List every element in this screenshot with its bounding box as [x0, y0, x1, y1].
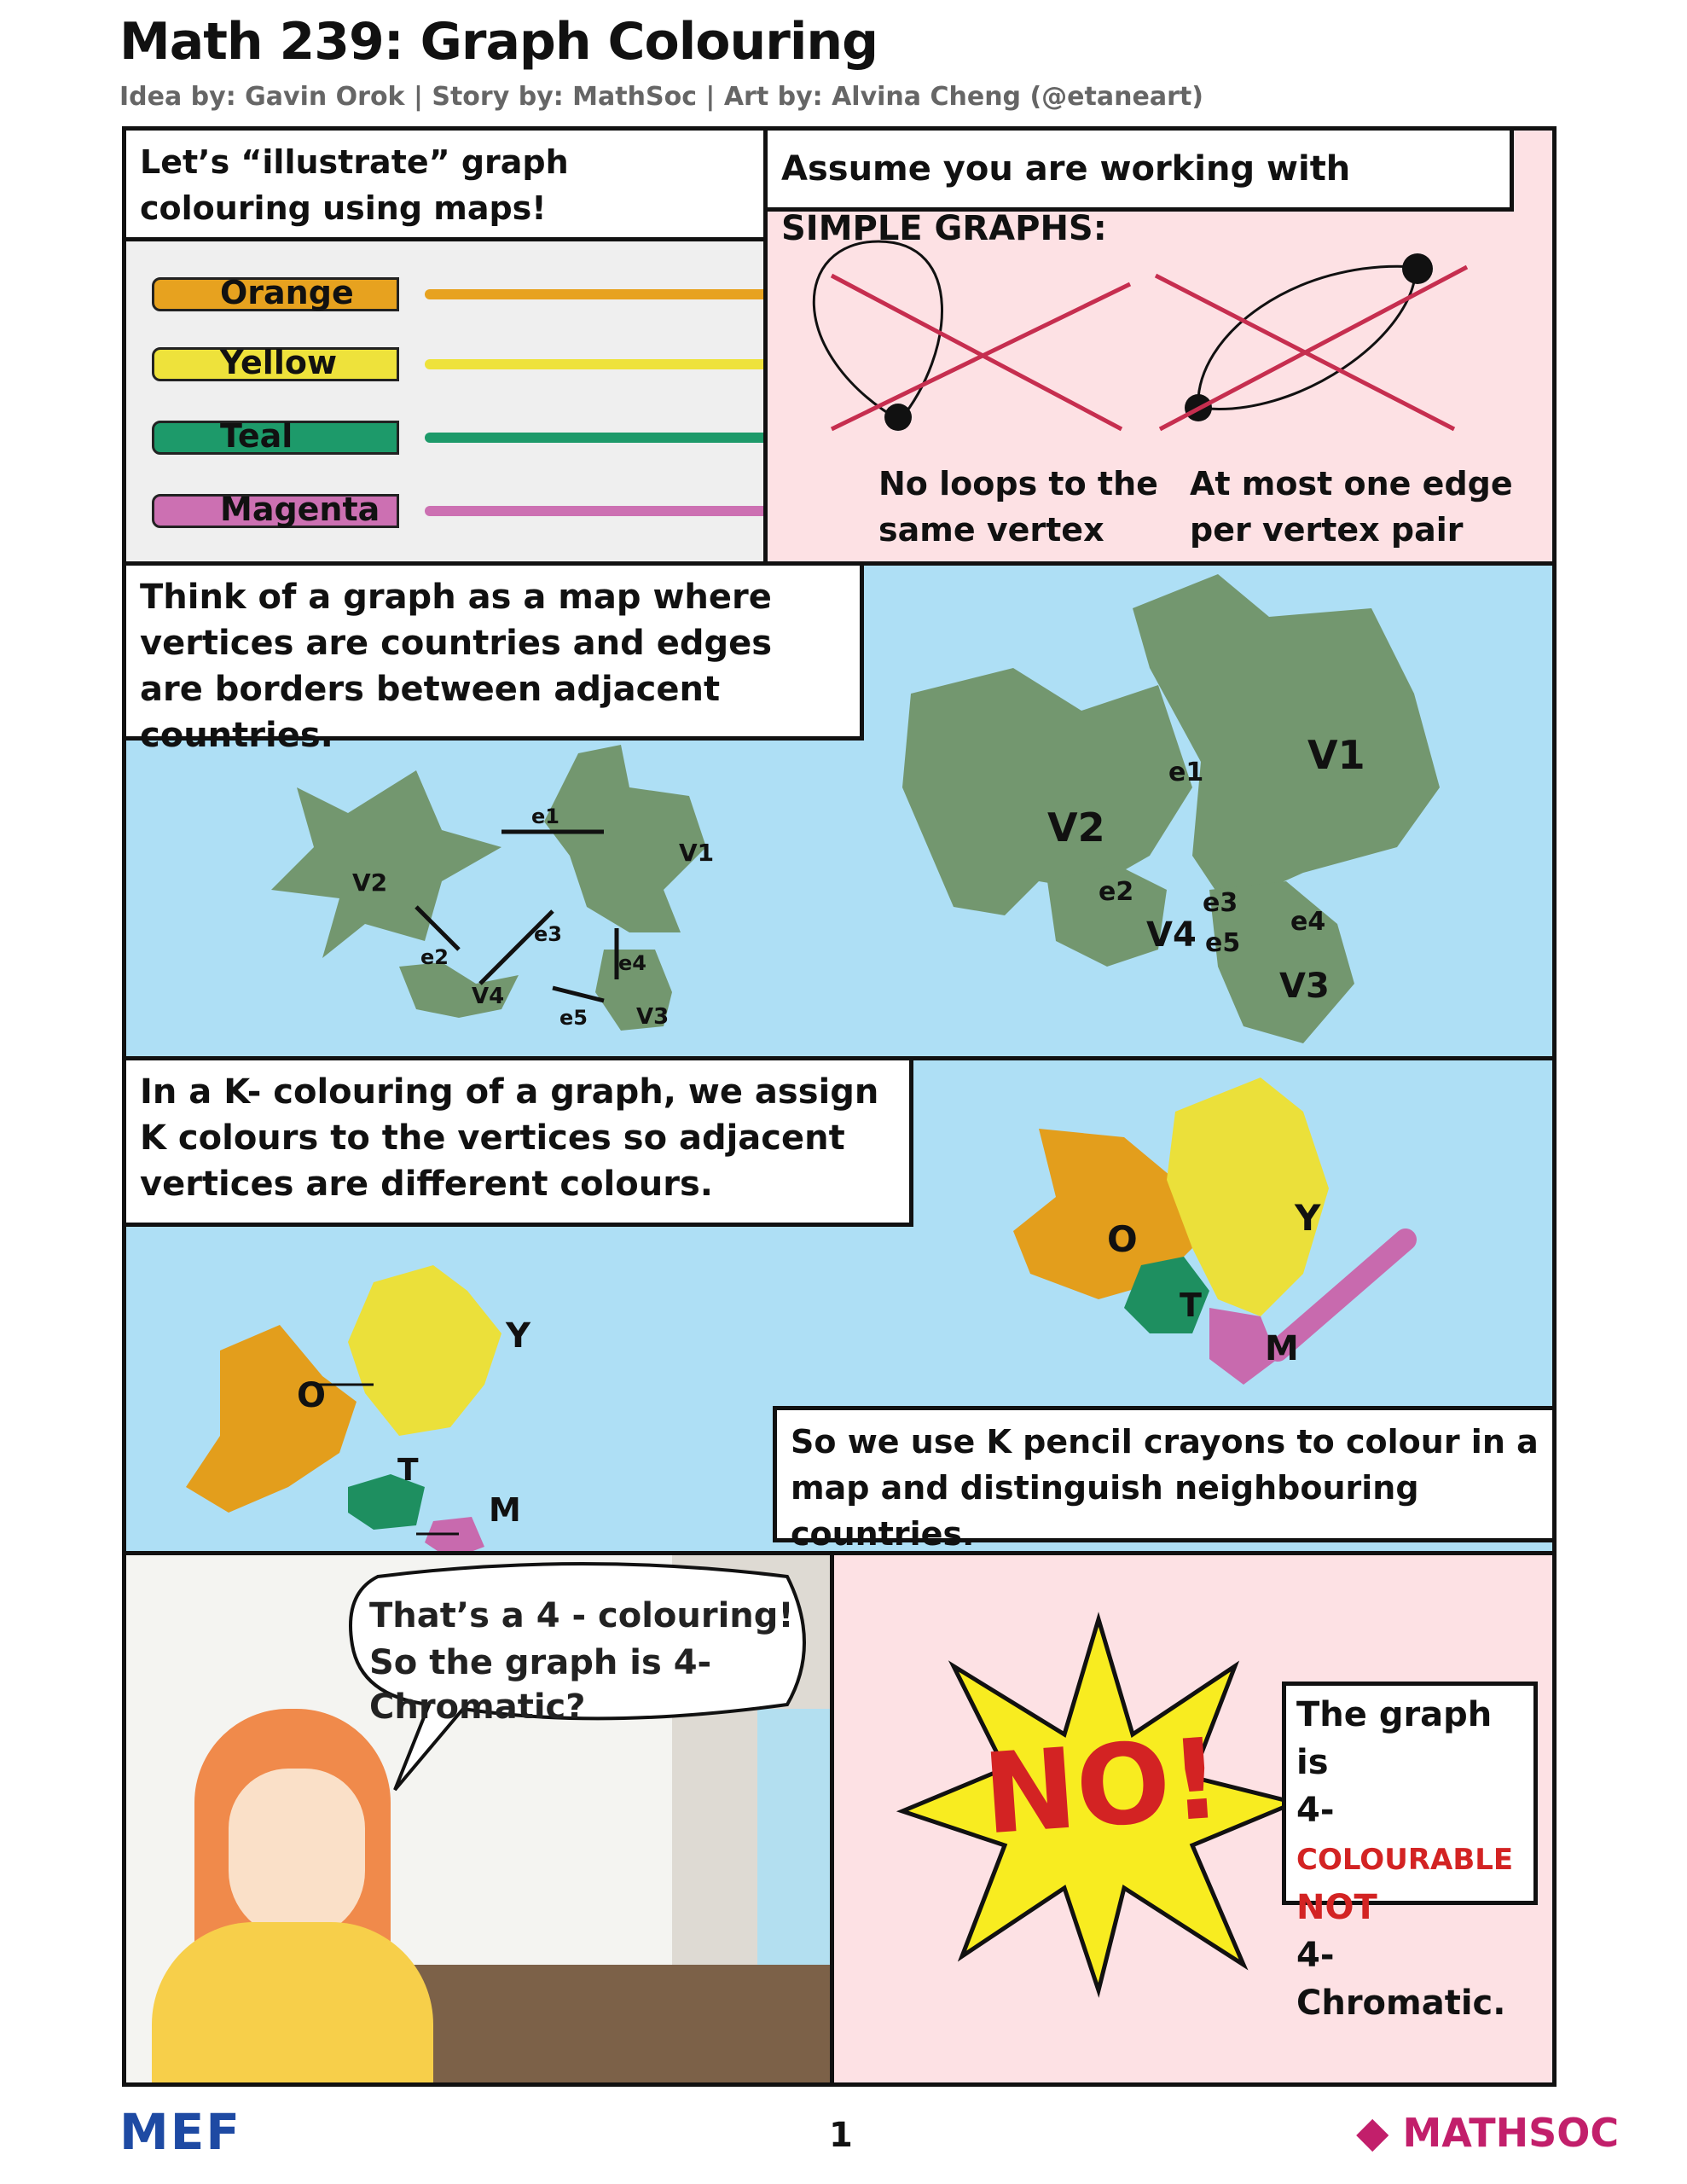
loop-edge [814, 241, 942, 421]
panel4-caption-top: In a K- colouring of a graph, we assign K colours to the vertices so adjacent vertices are different colours. [122, 1056, 913, 1227]
large-map-v3: V3 [1279, 967, 1330, 1006]
mathsoc-diamond-icon: ◆ [1356, 2107, 1389, 2157]
character-sweater [152, 1922, 433, 2087]
pencil-label-orange: Orange [220, 274, 354, 311]
small-map-v2: V2 [352, 868, 388, 897]
large-map-e4: e4 [1290, 907, 1326, 937]
large-map-t: T [1180, 1287, 1202, 1324]
large-map-y: Y [1295, 1197, 1321, 1239]
small-map-v3: V3 [636, 1004, 670, 1030]
small-map-e3: e3 [534, 922, 562, 946]
small-coloured-map [177, 1231, 655, 1555]
small-map-v1: V1 [679, 839, 715, 867]
small-map-t: T [397, 1453, 419, 1488]
panel-character [122, 1551, 834, 2087]
answer-line-2-prefix: 4- [1296, 1791, 1335, 1830]
mathsoc-logo-text: MATHSOC [1402, 2110, 1620, 2156]
pencil-label-teal: Teal [220, 417, 293, 455]
panel-no-burst [830, 1551, 1557, 2087]
pencil-label-magenta: Magenta [220, 491, 380, 528]
country-v2 [271, 770, 501, 958]
vertex-b [1402, 253, 1433, 284]
panel1-caption: Let’s “illustrate” graph colouring using maps! [122, 126, 768, 241]
multi-edge-label-2: per vertex pair [1190, 511, 1464, 549]
large-country-v1 [1133, 574, 1440, 907]
panel3-caption: Think of a graph as a map where vertices are countries and edges are borders between adjacent countries. [122, 561, 864, 741]
small-country-o [186, 1325, 357, 1513]
mef-logo: MEF [119, 2103, 241, 2161]
answer-line-1: The graph is [1296, 1695, 1493, 1782]
panel-graph-as-map [122, 561, 1557, 1060]
panel6-answer-box [1282, 1682, 1538, 2023]
small-map-e1: e1 [531, 804, 559, 828]
burst-text: NO! [979, 1713, 1226, 1860]
panel-k-colouring [122, 1056, 1557, 1555]
large-map-v2: V2 [1047, 804, 1105, 851]
panel4-caption-bottom: So we use K pencil crayons to colour in a map and distinguish neighbouring countries. [773, 1406, 1557, 1542]
answer-highlight: COLOURABLE [1296, 1843, 1514, 1877]
mathsoc-logo [1356, 2107, 1619, 2157]
large-coloured-map [1005, 1060, 1499, 1402]
multi-edge-upper [1198, 266, 1416, 408]
pencil-label-yellow: Yellow [220, 344, 338, 381]
large-map-e3: e3 [1203, 888, 1238, 918]
stroke-magenta [425, 506, 768, 516]
large-map-e5: e5 [1205, 928, 1241, 958]
pencil-magenta [152, 492, 768, 535]
small-map-e4: e4 [618, 951, 646, 975]
table-top [382, 1965, 834, 2087]
panel2-caption: Assume you are working with SIMPLE GRAPHS: [763, 126, 1514, 212]
loop-vertex [884, 404, 912, 431]
small-map [220, 736, 800, 1060]
small-country-y [348, 1265, 501, 1436]
pencil-teal [152, 419, 768, 462]
small-map-e5: e5 [559, 1006, 588, 1030]
simple-graph-illustration [768, 233, 1552, 489]
stroke-teal [425, 433, 768, 443]
small-map-v4: V4 [472, 984, 505, 1009]
multi-edge-lower [1198, 267, 1416, 410]
panel-simple-graphs [763, 126, 1557, 566]
small-map-m: M [489, 1491, 521, 1529]
multi-edge-label-1: At most one edge [1190, 465, 1513, 502]
large-map-m: M [1265, 1329, 1299, 1368]
large-map-o: O [1107, 1218, 1138, 1260]
cross-line-4 [1160, 267, 1467, 429]
small-map-o: O [297, 1376, 327, 1415]
small-map-e2: e2 [420, 945, 449, 969]
cross-line-2 [832, 284, 1130, 429]
large-map-v1: V1 [1307, 732, 1365, 778]
loops-label-1: No loops to the [878, 465, 1158, 502]
large-map-e1: e1 [1168, 758, 1204, 787]
pencil-orange [152, 276, 768, 318]
small-map-y: Y [506, 1316, 530, 1356]
small-country-m [425, 1517, 484, 1555]
answer-line-2 [1296, 1786, 1523, 1884]
large-map-v4: V4 [1146, 915, 1197, 955]
speech-line-1: That’s a 4 - colouring! [369, 1596, 794, 1635]
answer-line-3: NOT [1296, 1888, 1377, 1927]
credits-line: Idea by: Gavin Orok | Story by: MathSoc | Art by: Alvina Cheng (@etaneart) [119, 82, 1203, 112]
large-country-v2 [902, 668, 1192, 915]
large-map [877, 566, 1542, 1060]
page-title: Math 239: Graph Colouring [119, 12, 878, 72]
speech-line-2: So the graph is 4-Chromatic? [369, 1643, 712, 1727]
answer-line-4: 4-Chromatic. [1296, 1936, 1506, 2023]
loops-label-2: same vertex [878, 511, 1104, 549]
page-number: 1 [829, 2116, 853, 2155]
panel-pencils [122, 126, 768, 566]
stroke-orange [425, 289, 768, 299]
pencil-yellow [152, 346, 768, 388]
large-map-e2: e2 [1099, 877, 1134, 907]
stroke-yellow [425, 359, 768, 369]
